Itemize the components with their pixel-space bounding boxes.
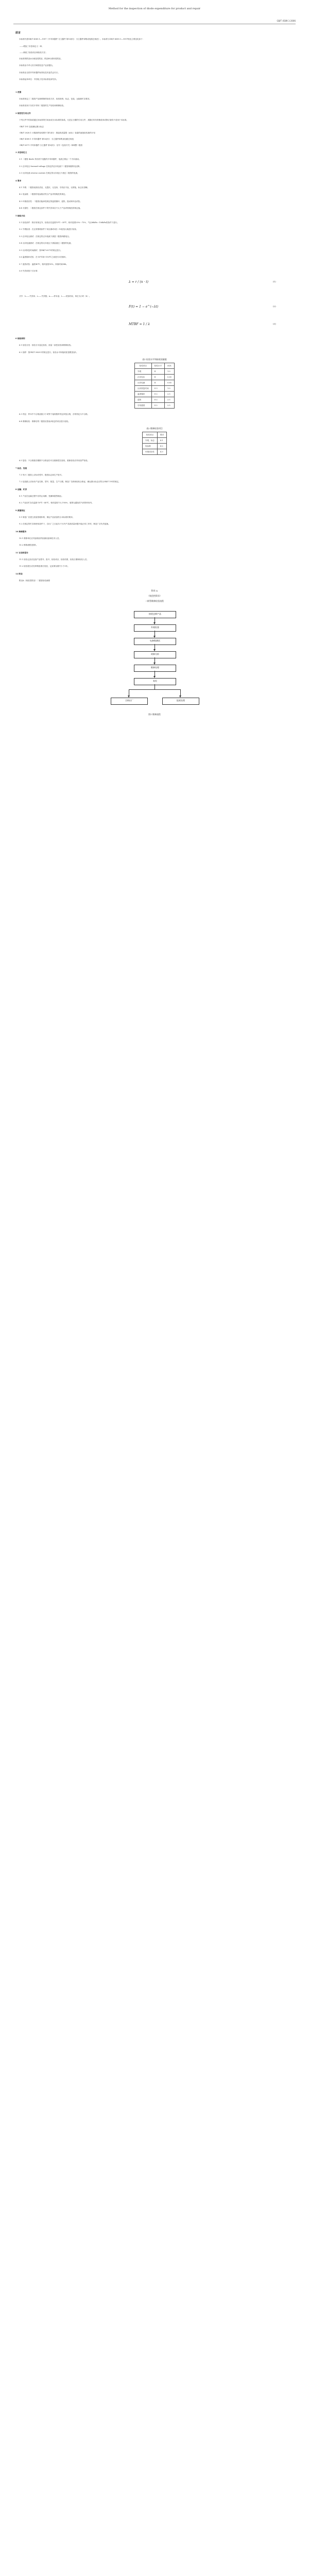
flow-step: 合格出厂: [111, 698, 148, 705]
paragraph: 6.2 抽样：按GB/T 2828.1的规定进行，检验水平和接收质量限见表1。: [19, 351, 78, 353]
table-row: [142, 449, 166, 455]
paragraph: 7.2 包装箱上应标有产品名称、型号、数量、生产日期、制造厂名称和检验合格证，储运图示标志应符合GB/T 191的规定。: [19, 481, 121, 483]
table-caption: 表2 维修检验项目: [146, 427, 163, 430]
paragraph: 6.3 判定：样本中不合格品数小于或等于接收数时判定该批合格，否则判定为不合格。: [19, 413, 90, 415]
section-heading: 8 运输、贮存: [15, 488, 27, 490]
flow-step: 故障分析: [134, 651, 176, 658]
paragraph: 5.7 湿热试验：温度40℃，相对湿度93%，持续时间96h。: [19, 263, 68, 265]
table-cell: 反向电流: [135, 380, 152, 386]
section-heading: 11 记录和报告: [15, 551, 28, 554]
table-caption: 表1 检验水平和接收质量限: [142, 358, 167, 361]
repair-flowchart: [15, 588, 294, 753]
paragraph: 5.2 外观检查：在正常照明条件下用目测或3倍～10倍放大镜进行检查。: [19, 228, 78, 230]
repair-inspection-table: [142, 432, 167, 455]
section-heading: 3 术语和定义: [15, 151, 27, 154]
table-row: [142, 444, 166, 449]
section-heading: 9 质量保证: [15, 509, 25, 512]
list-item: ——修改了检验项目和检验方法；: [20, 51, 47, 54]
paragraph: 本标准的附录A为规范性附录，附录B为资料性附录。: [19, 57, 63, 60]
flow-branch-line: [129, 689, 180, 690]
section-heading: 6 检验规则: [15, 337, 25, 340]
table-cell: 外观: [135, 369, 152, 375]
paragraph: 4.4 可靠性：二极管在规定条件下的失效率应不大于产品详细规范的规定值。: [19, 207, 82, 209]
paragraph: 10.2 维修流程见图1。: [19, 544, 38, 546]
table-cell: 正向电压: [135, 375, 152, 380]
table-cell: 0.65: [164, 380, 174, 386]
table-cell: 1.0: [164, 386, 174, 392]
formula-expression: λ = r / (n · t): [129, 280, 149, 284]
formula-3: [15, 318, 294, 334]
flow-step: 报废处理: [162, 698, 199, 705]
table-header-cell: AQL: [164, 363, 174, 369]
formula-1: [15, 276, 294, 292]
paragraph: 7.1 每只二极管上应标有型号、极性标志和生产批号。: [19, 473, 63, 476]
paragraph: 本标准规定了二极管产品和维修的检验方法、检验规则、标志、包装、运输和贮存要求。: [19, 97, 92, 100]
flow-step: 复检: [134, 678, 176, 685]
paragraph: 本标准起草单位：中国电子技术标准化研究所。: [19, 78, 58, 80]
flow-step: 外观检查: [134, 624, 176, 632]
table-row: [135, 392, 175, 397]
table-row: [135, 375, 175, 380]
reference-item: GB/T 2828.1 计数抽样检验程序 第1部分：按接收质量限（AQL）检索的逐批检验抽样计划: [20, 132, 95, 134]
flowchart-title: [118, 588, 191, 604]
table-cell: II: [151, 369, 164, 375]
paragraph: 附录A（规范性附录）二极管检验流程: [19, 579, 50, 582]
document-body: [15, 27, 294, 753]
paragraph: 5.4 反向电流测试：在规定的反向电压下测量流过二极管的电流。: [19, 242, 73, 244]
table-cell: 2.5: [164, 403, 174, 409]
document-header-title: Method for the inspection of diode expenditure for product and repair: [108, 7, 201, 10]
section-heading: 12 附录: [15, 572, 23, 575]
formula-expression: F(t) = 1 − e^(−λt): [129, 305, 159, 309]
flow-step: 电参数测试: [134, 638, 176, 645]
table-cell: S-2: [151, 397, 164, 403]
paragraph: 11.2 检验报告应经审核批准后发放，记录保存期不少于3年。: [19, 565, 70, 567]
paragraph: 4.2 电参数：二极管的电参数应符合产品详细规范的规定。: [19, 193, 67, 195]
table-row: [135, 403, 175, 409]
flowchart-title-line: 二极管维修检验流程: [145, 600, 164, 602]
paragraph: 5.6 温度循环试验：在-55℃和+150℃之间进行5次循环。: [19, 256, 67, 258]
section-heading: 5 检验方法: [15, 214, 25, 217]
definition: 3.2 正向电压 forward voltage 在规定的正向电流下二极管两端的电压降。: [19, 165, 81, 167]
paragraph: 式中：λ——失效率；r——失效数；n——样本量；t——试验时间，单位为小时（h）。: [19, 295, 91, 297]
paragraph: 5.1 检验条件：除另有规定外，检验应在温度15℃～35℃、相对湿度25%～75%、气压86kPa～106kPa的条件下进行。: [19, 221, 119, 224]
formula-number: (3): [273, 323, 276, 325]
table-cell: 电参数: [142, 444, 157, 449]
table-cell: 湿热: [135, 397, 152, 403]
table-header-cell: 检验项目: [135, 363, 152, 369]
table-cell: II: [151, 380, 164, 386]
table-cell: 温度循环: [135, 392, 152, 397]
paragraph: 下列文件中的条款通过本标准的引用而成为本标准的条款。凡是注日期的引用文件，其随后所有的修改单或修订版均不适用于本标准。: [19, 118, 129, 121]
table-cell: 引线强度: [135, 403, 152, 409]
flowchart-title-line: （规范性附录）: [147, 595, 162, 597]
flow-step: 维修处理: [134, 665, 176, 672]
table-cell: 2.5: [164, 392, 174, 397]
paragraph: 4.3 环境适应性：二极管应能承受规定的温度循环、湿热、振动和冲击试验。: [19, 200, 82, 202]
table-cell: S-2: [151, 403, 164, 409]
paragraph: 4.1 外观：二极管表面应清洁，无裂纹、无变形，引线应平直，无锈蚀，标志应清晰。: [19, 186, 90, 189]
paragraph: 8.2 产品应贮存在温度-10℃～40℃、相对湿度不大于80%、周围无腐蚀性气体的库房内。: [19, 502, 94, 504]
table-cell: 1.0: [164, 369, 174, 375]
definition: 3.3 反向电流 reverse current 在规定的反向电压下流过二极管的电流。: [19, 172, 79, 174]
table-cell: 2.5: [164, 397, 174, 403]
table-header-cell: 检验项目: [142, 432, 157, 438]
table-header-cell: 要求: [157, 432, 166, 438]
formula-number: (2): [273, 305, 276, 308]
table-cell: II: [151, 375, 164, 380]
formula-2: [15, 301, 294, 316]
paragraph: 本标准适用于各类半导体二极管的生产检验和维修检验。: [19, 105, 65, 107]
paragraph: 5.3 正向电压测试：在规定的正向电流下测量二极管两端电压。: [19, 235, 71, 238]
section-heading: 7 标志、包装: [15, 467, 27, 469]
table-cell: 4.1: [157, 438, 166, 444]
reference-item: GB/T 4589.1 半导体器件 第10部分：分立器件和集成电路总规范: [20, 138, 74, 140]
table-cell: 0.65: [164, 375, 174, 380]
table-cell: S-2: [151, 392, 164, 397]
paragraph: 5.8 失效率按下式计算：: [19, 270, 40, 272]
paragraph: 10.1 维修单位应具备相应的检测设备和技术人员。: [19, 537, 61, 539]
paragraph: 6.1 检验分类：检验分为鉴定检验、质量一致性检验和维修检验。: [19, 344, 73, 346]
list-item: ——增加了术语和定义一章；: [20, 45, 44, 47]
paragraph: 本标准代替GB/T 4589.1—1997《半导体器件 分立器件 第10部分：分立器件和集成电路总规范》。本标准与GB/T 4589.1—1997相比主要变化如下：: [19, 38, 145, 40]
table-row: [135, 369, 175, 375]
table-cell: 环境适应性: [142, 449, 157, 455]
table-cell: 外观、标志: [142, 438, 157, 444]
table-cell: 反向恢复时间: [135, 386, 152, 392]
table-cell: S-3: [151, 386, 164, 392]
paragraph: 6.4 维修检验：维修后的二极管应按表2规定的项目进行检验。: [19, 420, 70, 422]
section-heading: 2 规范性引用文件: [15, 112, 31, 114]
standard-code: GB/T 4589.1-2006: [277, 20, 296, 22]
section-heading: 前言: [15, 31, 21, 35]
formula-expression: MTBF = 1 / λ: [129, 323, 150, 326]
section-heading: 1 范围: [15, 91, 22, 93]
table-cell: 4.2: [157, 444, 166, 449]
paragraph: 本标准由中华人民共和国信息产业部提出。: [19, 64, 55, 66]
paragraph: 5.5 反向恢复时间测试：按GB/T 6571的规定进行。: [19, 249, 62, 251]
inspection-table: [134, 363, 175, 409]
table-cell: 4.3: [157, 449, 166, 455]
section-heading: 10 维修服务: [15, 530, 27, 533]
flow-step: 接收送修产品: [134, 611, 176, 618]
formula-number: (1): [273, 280, 276, 283]
flow-arrow: [154, 684, 155, 689]
paragraph: 本标准由全国半导体器件标准化技术委员会归口。: [19, 71, 60, 74]
reference-item: GB/T 6571 半导体器件 分立器件 第3部分：信号（包括开关）和调整二极管: [20, 144, 83, 146]
table-row: [135, 397, 175, 403]
figure-caption: 图1 维修流程: [148, 713, 161, 716]
table-row: [135, 386, 175, 392]
paragraph: 8.1 产品在运输过程中应防止雨淋、受潮和剧烈撞击。: [19, 495, 63, 497]
table-row: [142, 438, 166, 444]
definition: 3.1 二极管 diode 具有两个电极的半导体器件，电流主要沿一个方向流动。: [19, 158, 81, 160]
paragraph: 6.5 复验：不合格批经剔除不合格品后可以重新提交检验，重新检验应采用加严检验。: [19, 460, 90, 462]
paragraph: 11.1 检验记录应包括产品型号、批号、检验项目、检验结果、检验日期和检验人员。: [19, 558, 89, 561]
section-heading: 4 要求: [15, 179, 22, 182]
table-header-cell: 检验水平: [151, 363, 164, 369]
paragraph: 9.1 制造厂应建立质量管理体系，保证产品质量符合本标准的要求。: [19, 516, 75, 518]
paragraph: 9.2 在规定的贮存和使用条件下，自出厂之日起12个月内产品因质量问题不能正常工作时，制造厂应负责更换。: [19, 523, 110, 525]
table-row: [135, 380, 175, 386]
reference-item: GB/T 191 包装储运图示标志: [20, 126, 44, 128]
flowchart-title-line: 附录 A: [151, 589, 158, 592]
